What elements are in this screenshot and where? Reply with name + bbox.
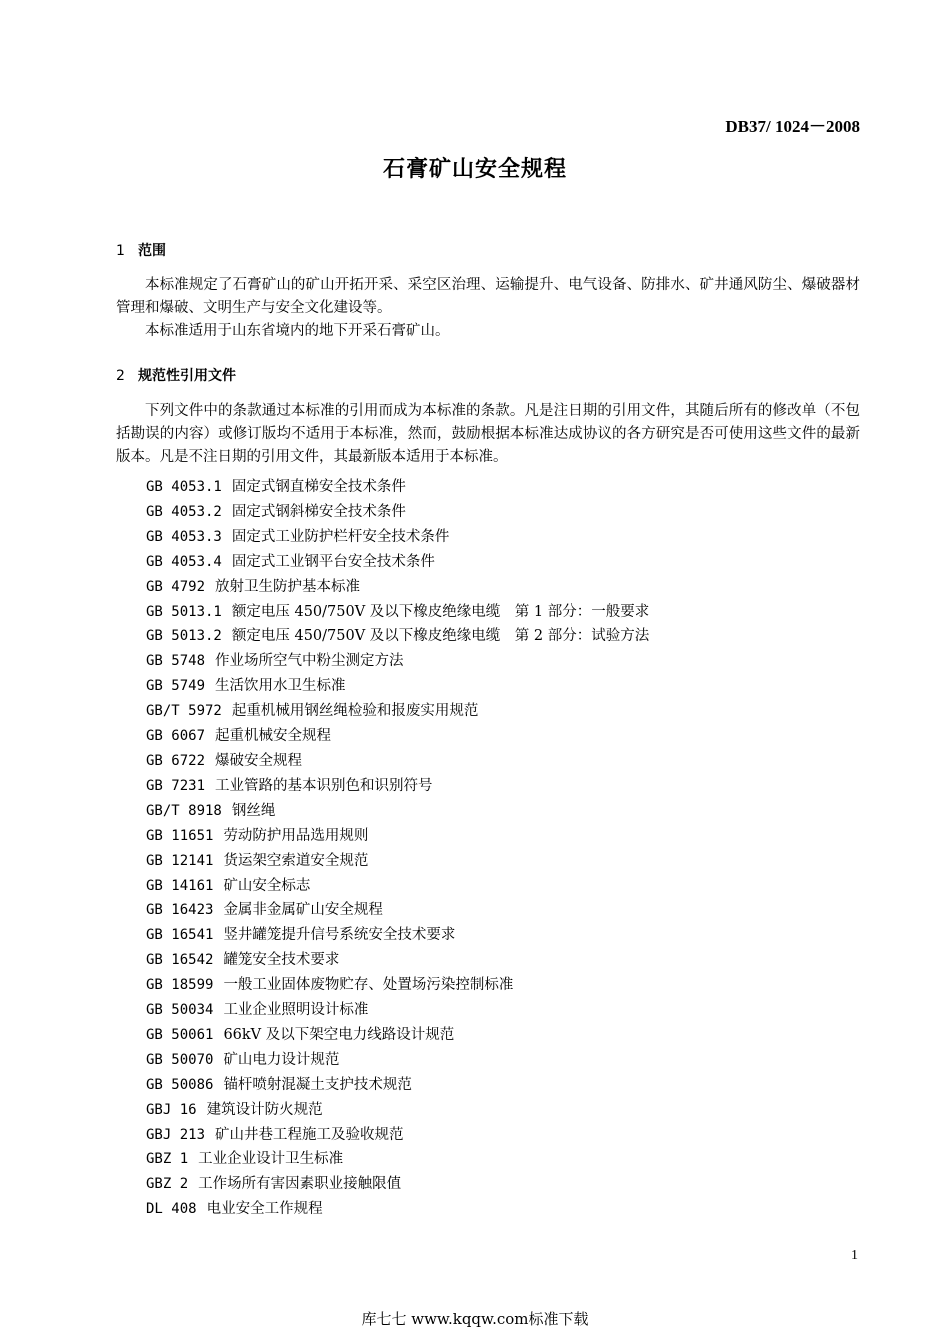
reference-title: 固定式工业钢平台安全技术条件 bbox=[231, 553, 435, 570]
reference-item bbox=[146, 1073, 649, 1098]
reference-code: GB 4053.1 bbox=[146, 479, 222, 495]
reference-title: 电业安全工作规程 bbox=[206, 1201, 323, 1218]
section-2-title: 规范性引用文件 bbox=[138, 368, 236, 384]
reference-code: GB 6067 bbox=[146, 728, 206, 745]
reference-code: GB 16542 bbox=[146, 952, 214, 969]
document-title: 石膏矿山安全规程 bbox=[382, 157, 567, 182]
reference-code: GB 4053.3 bbox=[146, 528, 222, 545]
reference-item bbox=[146, 799, 649, 824]
normative-intro-paragraph: 下列文件中的条款通过本标准的引用而成为本标准的条款。凡是注日期的引用文件，其随后所有的修改单（不包括勘误的内容）或修订版均不适用于本标准，然而，鼓励根据本标准达成协议的各方研究是否可使用这些文件的最新版本。凡是不注日期的引用文件，其最新版本适用于本标准。 bbox=[116, 403, 860, 465]
reference-item bbox=[146, 898, 649, 923]
reference-code: GB 5013.2 bbox=[146, 628, 222, 645]
reference-title: 固定式钢斜梯安全技术条件 bbox=[231, 503, 406, 520]
reference-item bbox=[146, 624, 649, 649]
standard-code: DB37/ 1024－2008 bbox=[725, 117, 860, 136]
reference-title: 固定式钢直梯安全技术条件 bbox=[231, 479, 406, 495]
reference-title: 金属非金属矿山安全规程 bbox=[223, 902, 383, 919]
reference-item bbox=[146, 1048, 649, 1073]
section-2-number: 2 bbox=[116, 368, 125, 384]
page-number: 1 bbox=[851, 1248, 858, 1263]
reference-code: GB 5748 bbox=[146, 653, 206, 670]
reference-title: 矿山电力设计规范 bbox=[223, 1051, 340, 1068]
reference-item bbox=[146, 998, 649, 1023]
reference-code: GB 7231 bbox=[146, 777, 206, 794]
reference-title: 生活饮用水卫生标准 bbox=[215, 678, 346, 695]
reference-item bbox=[146, 550, 649, 575]
reference-item bbox=[146, 500, 649, 525]
reference-title: 钢丝绳 bbox=[231, 802, 276, 819]
reference-title: 放射卫生防护基本标准 bbox=[215, 578, 361, 595]
reference-code: GB 11651 bbox=[146, 827, 214, 844]
reference-item bbox=[146, 1023, 649, 1048]
reference-code: GB 50086 bbox=[146, 1076, 214, 1093]
reference-title: 罐笼安全技术要求 bbox=[223, 952, 340, 969]
reference-title: 锚杆喷射混凝土支护技术规范 bbox=[223, 1076, 412, 1093]
reference-title: 66kV 及以下架空电力线路设计规范 bbox=[223, 1026, 455, 1043]
reference-item bbox=[146, 923, 649, 948]
reference-title: 工作场所有害因素职业接触限值 bbox=[198, 1176, 402, 1193]
reference-item bbox=[146, 525, 649, 550]
reference-item bbox=[146, 699, 649, 724]
reference-title: 矿山安全标志 bbox=[223, 877, 311, 894]
reference-item bbox=[146, 674, 649, 699]
reference-item bbox=[146, 724, 649, 749]
reference-title: 工业企业设计卫生标准 bbox=[198, 1151, 344, 1168]
reference-item bbox=[146, 749, 649, 774]
reference-item bbox=[146, 849, 649, 874]
reference-title: 作业场所空气中粉尘测定方法 bbox=[215, 653, 404, 670]
section-2-body bbox=[116, 400, 860, 469]
reference-code: DL 408 bbox=[146, 1201, 197, 1218]
reference-title: 货运架空索道安全规范 bbox=[223, 852, 369, 869]
reference-item bbox=[146, 948, 649, 973]
section-2-heading bbox=[116, 365, 236, 385]
reference-code: GB 50034 bbox=[146, 1002, 214, 1019]
reference-title: 劳动防护用品选用规则 bbox=[223, 827, 369, 844]
reference-code: GB 14161 bbox=[146, 877, 214, 894]
reference-title: 起重机械安全规程 bbox=[215, 728, 332, 745]
reference-code: GB 18599 bbox=[146, 977, 214, 994]
section-1-heading bbox=[116, 240, 166, 260]
reference-item bbox=[146, 649, 649, 674]
reference-item bbox=[146, 774, 649, 799]
reference-item bbox=[146, 1098, 649, 1123]
applicability-paragraph: 本标准适用于山东省境内的地下开采石膏矿山。 bbox=[145, 323, 450, 339]
reference-code: GBZ 1 bbox=[146, 1151, 189, 1168]
reference-title: 一般工业固体废物贮存、处置场污染控制标准 bbox=[223, 977, 514, 994]
reference-code: GB 4792 bbox=[146, 578, 206, 595]
reference-item bbox=[146, 475, 649, 500]
reference-item bbox=[146, 1172, 649, 1197]
reference-item bbox=[146, 874, 649, 899]
reference-item bbox=[146, 824, 649, 849]
reference-code: GB 50061 bbox=[146, 1026, 214, 1043]
reference-code: GB/T 5972 bbox=[146, 703, 222, 720]
reference-title: 固定式工业防护栏杆安全技术条件 bbox=[231, 528, 450, 545]
footer-watermark: 库七七 www.kqqw.com标准下载 bbox=[361, 1310, 589, 1328]
reference-title: 起重机械用钢丝绳检验和报废实用规范 bbox=[231, 703, 479, 720]
reference-code: GB 4053.2 bbox=[146, 503, 222, 520]
reference-item bbox=[146, 600, 649, 625]
reference-title: 建筑设计防火规范 bbox=[206, 1101, 323, 1118]
reference-item bbox=[146, 973, 649, 998]
reference-code: GBZ 2 bbox=[146, 1176, 189, 1193]
section-1-title: 范围 bbox=[138, 243, 166, 259]
reference-item bbox=[146, 575, 649, 600]
reference-item bbox=[146, 1147, 649, 1172]
reference-title: 工业管路的基本识别色和识别符号 bbox=[215, 777, 433, 794]
reference-code: GBJ 213 bbox=[146, 1126, 206, 1143]
reference-code: GB 5013.1 bbox=[146, 603, 222, 620]
reference-title: 额定电压 450/750V 及以下橡皮绝缘电缆 第 1 部分：一般要求 bbox=[231, 603, 650, 620]
reference-item bbox=[146, 1197, 649, 1222]
section-1-body bbox=[116, 274, 860, 343]
reference-code: GB 6722 bbox=[146, 752, 206, 769]
reference-title: 竖井罐笼提升信号系统安全技术要求 bbox=[223, 927, 456, 944]
reference-code: GB 5749 bbox=[146, 678, 206, 695]
reference-title: 额定电压 450/750V 及以下橡皮绝缘电缆 第 2 部分：试验方法 bbox=[231, 628, 650, 645]
reference-title: 矿山井巷工程施工及验收规范 bbox=[215, 1126, 404, 1143]
reference-item bbox=[146, 1123, 649, 1148]
reference-title: 爆破安全规程 bbox=[215, 752, 303, 769]
reference-code: GBJ 16 bbox=[146, 1101, 197, 1118]
reference-code: GB 50070 bbox=[146, 1051, 214, 1068]
reference-code: GB 12141 bbox=[146, 852, 214, 869]
reference-code: GB 4053.4 bbox=[146, 553, 222, 570]
reference-code: GB/T 8918 bbox=[146, 802, 222, 819]
reference-title: 工业企业照明设计标准 bbox=[223, 1002, 369, 1019]
reference-code: GB 16541 bbox=[146, 927, 214, 944]
scope-paragraph: 本标准规定了石膏矿山的矿山开拓开采、采空区治理、运输提升、电气设备、防排水、矿井通风防尘、爆破器材管理和爆破、文明生产与安全文化建设等。 bbox=[116, 277, 860, 316]
section-1-number: 1 bbox=[116, 243, 125, 259]
reference-code: GB 16423 bbox=[146, 902, 214, 919]
reference-list bbox=[146, 475, 649, 1222]
